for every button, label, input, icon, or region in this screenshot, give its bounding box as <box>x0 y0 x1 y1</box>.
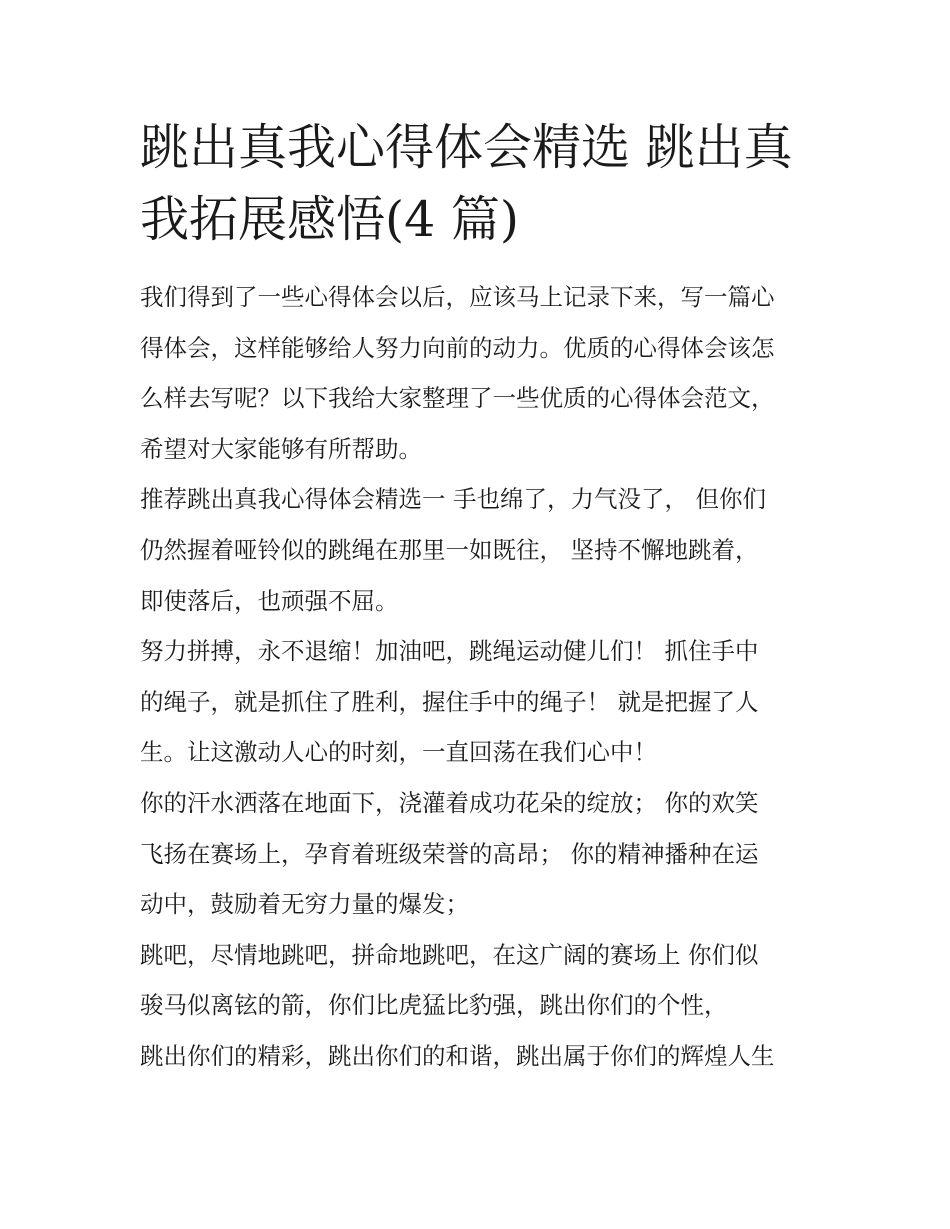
title-line: 跳出真我心得体会精选 跳出真 <box>140 119 793 176</box>
page-title <box>140 112 820 256</box>
document-page <box>140 112 820 1082</box>
text-line: 我们得到了一些心得体会以后，应该马上记录下来，写一篇心 <box>140 283 775 311</box>
text-line: 仍然握着哑铃似的跳绳在那里一如既往， 坚持不懈地跳着， <box>140 535 759 564</box>
body-paragraph <box>140 930 820 1082</box>
text-line: 你的汗水洒落在地面下，浇灌着成功花朵的绽放； 你的欢笑 <box>140 788 759 817</box>
text-line: 跳出你们的精彩，跳出你们的和谐，跳出属于你们的辉煌人生 <box>140 1041 775 1070</box>
text-line: 么样去写呢？以下我给大家整理了一些优质的心得体会范文， <box>140 384 775 413</box>
text-line: 的绳子，就是抓住了胜利，握住手中的绳子！ 就是把握了人 <box>140 687 759 716</box>
text-line: 飞扬在赛场上，孕育着班级荣誉的高昂； 你的精神播种在运 <box>140 839 759 868</box>
text-line: 骏马似离铉的箭，你们比虎猛比豹强，跳出你们的个性， <box>140 991 728 1020</box>
text-line: 即使落后，也顽强不屈。 <box>140 586 399 615</box>
body-paragraph <box>140 778 820 930</box>
text-line: 得体会，这样能够给人努力向前的动力。优质的心得体会该怎 <box>140 333 775 362</box>
text-line: 推荐跳出真我心得体会精选一 手也绵了，力气没了， 但你们 <box>140 485 766 514</box>
text-line: 生。让这激动人心的时刻，一直回荡在我们心中！ <box>140 738 657 767</box>
body-paragraph <box>140 474 820 626</box>
text-line: 跳吧，尽情地跳吧，拼命地跳吧，在这广阔的赛场上 你们似 <box>140 940 759 969</box>
text-line: 希望对大家能够有所帮助。 <box>140 434 422 463</box>
title-line: 我拓展感悟(4 篇) <box>140 191 519 248</box>
intro-paragraph <box>140 272 820 474</box>
text-line: 努力拼搏，永不退缩！加油吧，跳绳运动健儿们！ 抓住手中 <box>140 637 759 666</box>
text-line: 动中，鼓励着无穷力量的爆发； <box>140 890 469 919</box>
body-paragraph <box>140 626 820 778</box>
